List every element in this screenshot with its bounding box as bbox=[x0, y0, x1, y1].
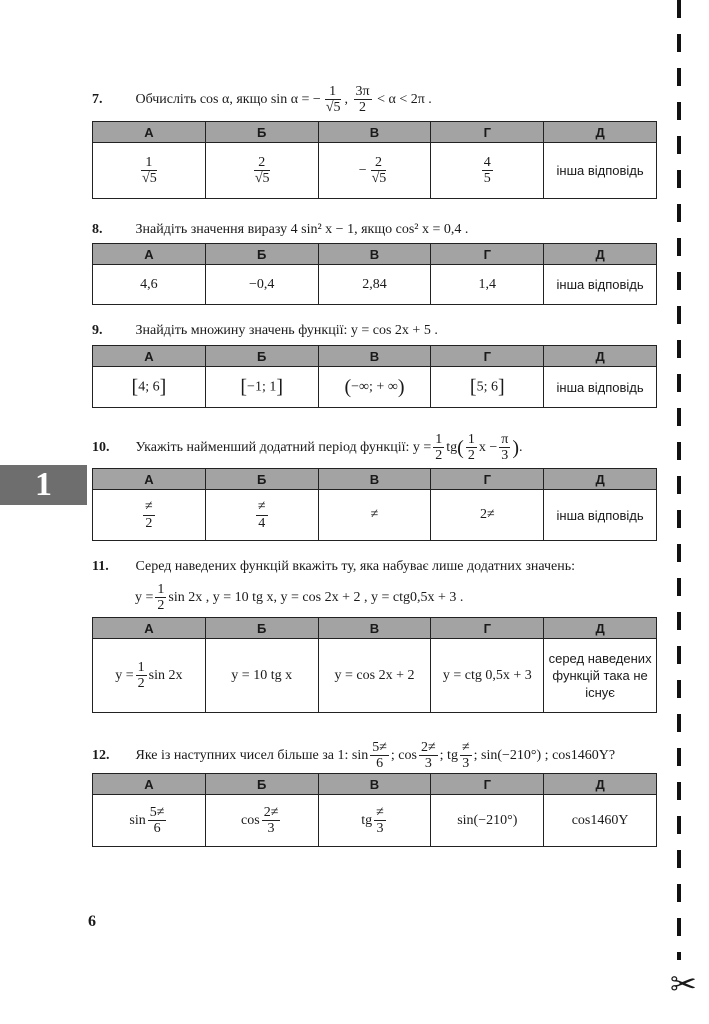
header-b: Б bbox=[205, 122, 318, 143]
question-text: Укажіть найменший додатний період функції: bbox=[135, 440, 410, 456]
question-number: 10. bbox=[92, 440, 110, 456]
answer-table-12 bbox=[92, 773, 657, 847]
question-number: 11. bbox=[92, 559, 109, 574]
answer-a[interactable]: $\frac{\ne}{2}$ bbox=[93, 490, 206, 541]
expression: y = cos 2x + 5 . bbox=[350, 323, 438, 338]
answer-b[interactable]: cos $\frac{2\ne}{3}$ bbox=[205, 795, 318, 847]
answer-d[interactable]: 1,4 bbox=[431, 265, 544, 305]
answer-b[interactable]: y = 10 tg x bbox=[205, 639, 318, 713]
answer-c[interactable]: ≠ bbox=[318, 490, 431, 541]
answer-d[interactable]: y = ctg 0,5x + 3 bbox=[431, 639, 544, 713]
header-c: В bbox=[318, 244, 431, 265]
answer-c[interactable]: y = cos 2x + 2 bbox=[318, 639, 431, 713]
header-e: Д bbox=[544, 469, 657, 490]
condition: cos² x = 0,4 . bbox=[395, 222, 469, 237]
header-c: В bbox=[318, 346, 431, 367]
page-number: 6 bbox=[88, 913, 96, 930]
header-e: Д bbox=[544, 774, 657, 795]
cond-func: cos α bbox=[199, 92, 230, 108]
header-b: Б bbox=[205, 244, 318, 265]
header-a: А bbox=[93, 469, 206, 490]
header-a: А bbox=[93, 122, 206, 143]
question-number: 9. bbox=[92, 323, 103, 338]
answer-table-7 bbox=[92, 121, 657, 199]
question-text: Яке із наступних чисел більше за 1: bbox=[135, 748, 349, 764]
question-12: 12. Яке із наступних чисел більше за 1: sin $\frac{5\ne}{6}$ ; cos $\frac{2\ne}{3}$ ; tg $\frac{\ne}{3}$ ; sin(−210°) ; cos1460Ү? bbox=[92, 740, 616, 772]
answer-e[interactable]: інша відповідь bbox=[544, 143, 657, 199]
question-text: Знайдіть значення виразу bbox=[135, 222, 288, 237]
answer-d[interactable]: [5; 6] bbox=[431, 367, 544, 408]
header-e: Д bbox=[544, 122, 657, 143]
chapter-tab: 1 bbox=[0, 465, 87, 505]
header-d: Г bbox=[431, 244, 544, 265]
answer-e[interactable]: інша відповідь bbox=[544, 265, 657, 305]
answer-a[interactable]: sin $\frac{5\ne}{6}$ bbox=[93, 795, 206, 847]
answer-b[interactable]: 2 √ 5 bbox=[205, 143, 318, 199]
answer-d[interactable]: 2≠ bbox=[431, 490, 544, 541]
answer-b[interactable]: −0,4 bbox=[205, 265, 318, 305]
expression: 4 sin² x − 1 bbox=[290, 222, 355, 237]
question-text: Знайдіть множину значень функції: bbox=[135, 323, 348, 338]
answer-table-10 bbox=[92, 468, 657, 541]
header-c: В bbox=[318, 469, 431, 490]
answer-c[interactable]: tg $\frac{\ne}{3}$ bbox=[318, 795, 431, 847]
fraction: 1 √ 5 bbox=[323, 84, 343, 116]
question-10: 10. Укажіть найменший додатний період функції: y = $\frac{1}{2}$ tg( $\frac{1}{2}$ x − $\frac{\pi}{3}$ ). bbox=[92, 432, 523, 464]
answer-a[interactable]: [4; 6] bbox=[93, 367, 206, 408]
question-number: 8. bbox=[92, 222, 103, 237]
header-e: Д bbox=[544, 346, 657, 367]
cut-line bbox=[677, 0, 681, 960]
cond-mid: , якщо bbox=[229, 92, 268, 108]
answer-b[interactable]: $\frac{\ne}{4}$ bbox=[205, 490, 318, 541]
question-8: 8. Знайдіть значення виразу 4 sin² x − 1, якщо cos² x = 0,4 . bbox=[92, 220, 468, 240]
answer-table-11 bbox=[92, 617, 657, 713]
header-d: Г bbox=[431, 618, 544, 639]
cond-post: < α < 2π . bbox=[377, 92, 432, 108]
header-e: Д bbox=[544, 618, 657, 639]
header-c: В bbox=[318, 774, 431, 795]
header-a: А bbox=[93, 774, 206, 795]
question-7: 7. Обчисліть cos α, якщо sin α = − 1 √ 5 , $\frac{3\pi}{2}$ < α < 2π . bbox=[92, 84, 432, 116]
header-a: А bbox=[93, 618, 206, 639]
header-a: А bbox=[93, 346, 206, 367]
question-number: 7. bbox=[92, 92, 103, 108]
scissors-icon: ✂ bbox=[670, 966, 697, 1002]
answer-e[interactable]: cos1460Ү bbox=[544, 795, 657, 847]
header-b: Б bbox=[205, 469, 318, 490]
header-c: В bbox=[318, 122, 431, 143]
header-d: Г bbox=[431, 122, 544, 143]
answer-table-9 bbox=[92, 345, 657, 408]
question-11 bbox=[92, 557, 575, 577]
answer-d[interactable]: $\frac{4}{5}$ bbox=[431, 143, 544, 199]
question-text: Обчисліть bbox=[135, 92, 197, 108]
question-text: Серед наведених функцій вкажіть ту, яка набуває лише додатних значень: bbox=[135, 559, 576, 574]
header-c: В bbox=[318, 618, 431, 639]
question-number: 12. bbox=[92, 748, 110, 764]
answer-c[interactable]: 2,84 bbox=[318, 265, 431, 305]
answer-c[interactable]: − 2 √ 5 bbox=[318, 143, 431, 199]
header-d: Г bbox=[431, 346, 544, 367]
answer-a[interactable]: y = $\frac{1}{2}$ sin 2x bbox=[93, 639, 206, 713]
answer-c[interactable]: (−∞; + ∞) bbox=[318, 367, 431, 408]
header-a: А bbox=[93, 244, 206, 265]
answer-e[interactable]: серед наведених функцій така не існує bbox=[544, 639, 657, 713]
answer-e[interactable]: інша відповідь bbox=[544, 490, 657, 541]
question-9 bbox=[92, 321, 438, 341]
header-e: Д bbox=[544, 244, 657, 265]
header-b: Б bbox=[205, 346, 318, 367]
answer-b[interactable]: [−1; 1] bbox=[205, 367, 318, 408]
answer-e[interactable]: інша відповідь bbox=[544, 367, 657, 408]
header-b: Б bbox=[205, 618, 318, 639]
answer-table-8 bbox=[92, 243, 657, 305]
cond-pre: sin α = − bbox=[270, 92, 321, 108]
answer-a[interactable]: 4,6 bbox=[93, 265, 206, 305]
answer-d[interactable]: sin(−210°) bbox=[431, 795, 544, 847]
fraction: $\frac{3\pi}{2}$ bbox=[355, 84, 370, 116]
answer-a[interactable]: 1 √ 5 bbox=[93, 143, 206, 199]
header-d: Г bbox=[431, 469, 544, 490]
header-d: Г bbox=[431, 774, 544, 795]
question-11-functions: y = $\frac{1}{2}$ sin 2x , y = 10 tg x, y = cos 2x + 2 , y = ctg0,5x + 3 . bbox=[135, 582, 464, 614]
header-b: Б bbox=[205, 774, 318, 795]
